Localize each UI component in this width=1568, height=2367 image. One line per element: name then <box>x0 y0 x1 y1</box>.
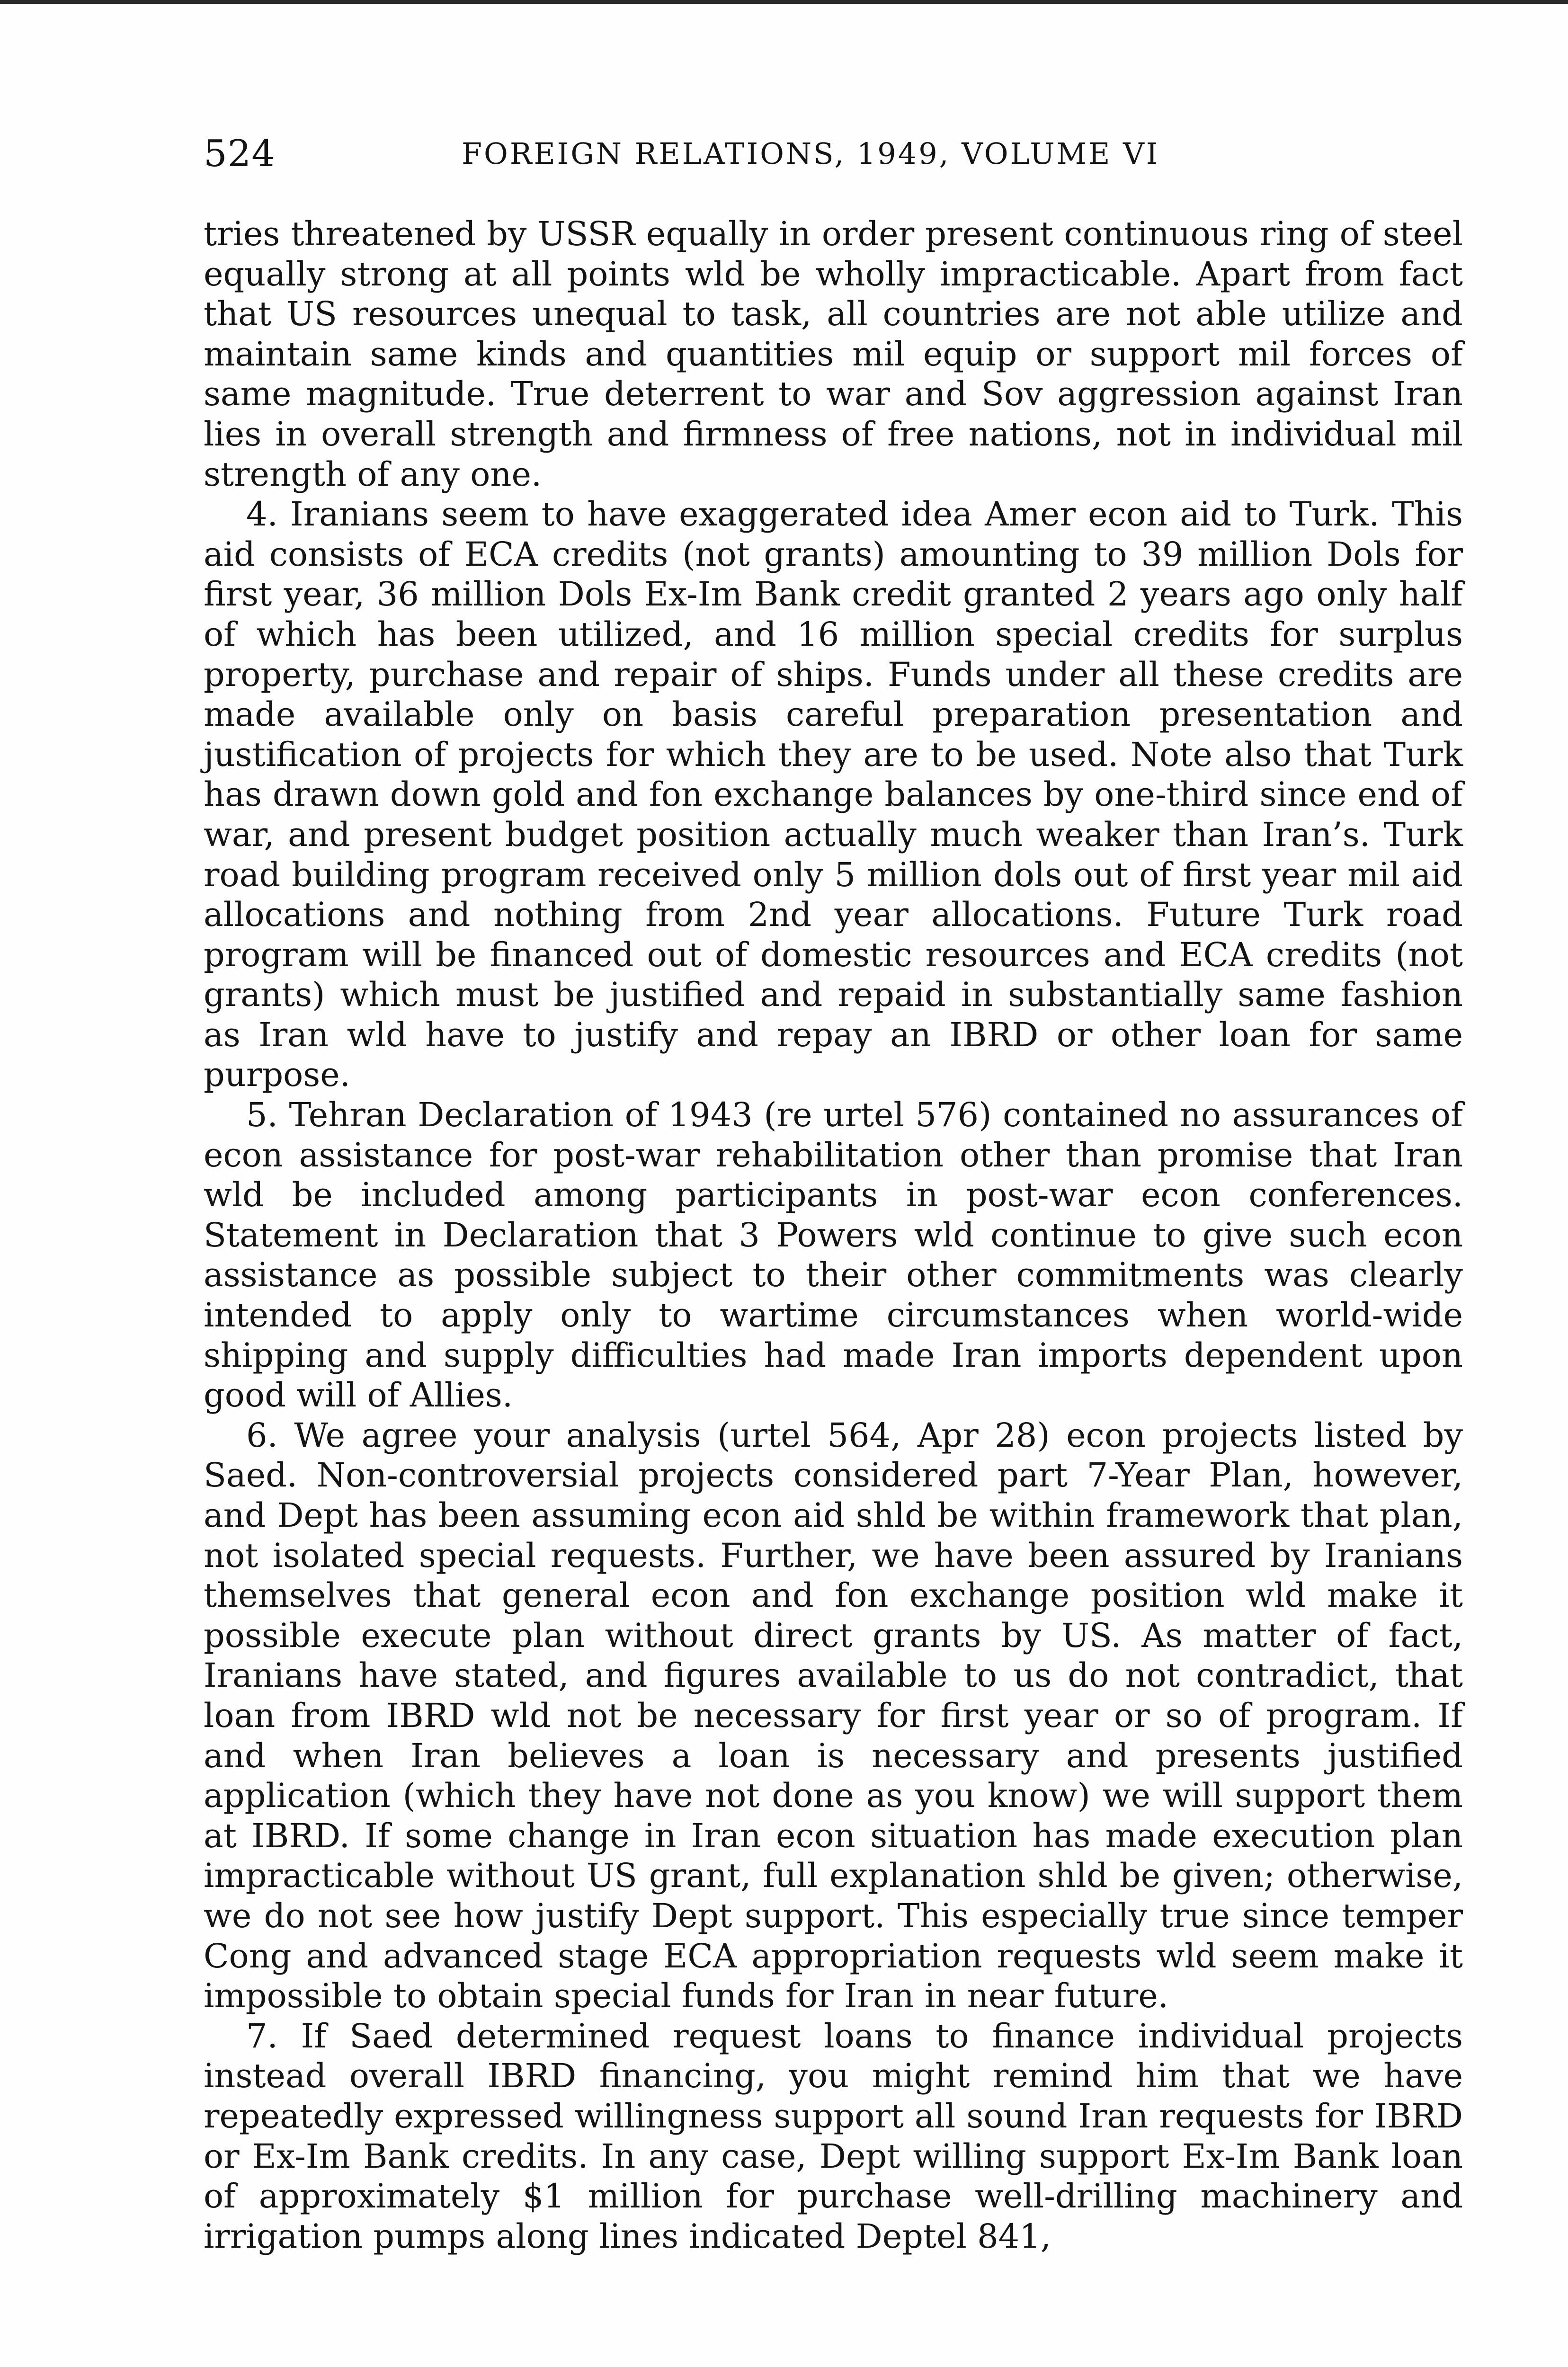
body-text <box>204 214 1463 2256</box>
running-head <box>204 128 1207 180</box>
paragraph-continuation: tries threatened by USSR equally in order present continuous ring of steel equally strong at all points wld be wholly impracticable. Apart from fact that US resources unequal to task, all countries are not able utilize and maintain same kinds and quantities mil equip or support mil forces of same magnitude. True deterrent to war and Sov aggression against Iran lies in overall strength and firmness of free nations, not in individual mil strength of any one. <box>204 214 1463 494</box>
paragraph-4: 4. Iranians seem to have exaggerated idea Amer econ aid to Turk. This aid consists of ECA credits (not grants) amounting to 39 million Dols for first year, 36 million Dols Ex-Im Bank credit granted 2 years ago only half of which has been utilized, and 16 million special credits for surplus property, purchase and repair of ships. Funds under all these credits are made available only on basis careful preparation presentation and justification of projects for which they are to be used. Note also that Turk has drawn down gold and fon exchange balances by one-third since end of war, and present budget position actually much weaker than Iran’s. Turk road building program received only 5 million dols out of first year mil aid allocations and nothing from 2nd year allocations. Future Turk road program will be financed out of domestic resources and ECA credits (not grants) which must be justified and repaid in substantially same fashion as Iran wld have to justify and repay an IBRD or other loan for same purpose. <box>204 495 1463 1095</box>
page-number: 524 <box>204 133 276 175</box>
running-head-title: FOREIGN RELATIONS, 1949, VOLUME VI <box>462 136 1160 171</box>
paragraph-6: 6. We agree your analysis (urtel 564, Apr 28) econ projects listed by Saed. Non-controversial projects considered part 7-Year Plan, however, and Dept has been assuming econ aid shld be within framework that plan, not isolated special requests. Further, we have been assured by Iranians themselves that general econ and fon exchange position wld make it possible execute plan without direct grants by US. As matter of fact, Iranians have stated, and figures available to us do not contradict, that loan from IBRD wld not be necessary for first year or so of program. If and when Iran believes a loan is necessary and presents justified application (which they have not done as you know) we will support them at IBRD. If some change in Iran econ situation has made execution plan impracticable without US grant, full explanation shld be given; otherwise, we do not see how justify Dept support. This especially true since temper Cong and advanced stage ECA appropriation requests wld seem make it impossible to obtain special funds for Iran in near future. <box>204 1415 1463 2016</box>
paragraph-7: 7. If Saed determined request loans to finance individual projects instead overall IBRD financing, you might remind him that we have repeatedly expressed willingness support all sound Iran requests for IBRD or Ex-Im Bank credits. In any case, Dept willing support Ex-Im Bank loan of approximately $1 million for purchase well-drilling machinery and irrigation pumps along lines indicated Deptel 841, <box>204 2016 1463 2256</box>
paragraph-5: 5. Tehran Declaration of 1943 (re urtel 576) contained no assurances of econ assistance for post-war rehabilitation other than promise that Iran wld be included among participants in post-war econ conferences. Statement in Declaration that 3 Powers wld continue to give such econ assistance as possible subject to their other commitments was clearly intended to apply only to wartime circumstances when world-wide shipping and supply difficulties had made Iran imports dependent upon good will of Allies. <box>204 1095 1463 1415</box>
scan-edge-rule <box>0 0 1568 4</box>
